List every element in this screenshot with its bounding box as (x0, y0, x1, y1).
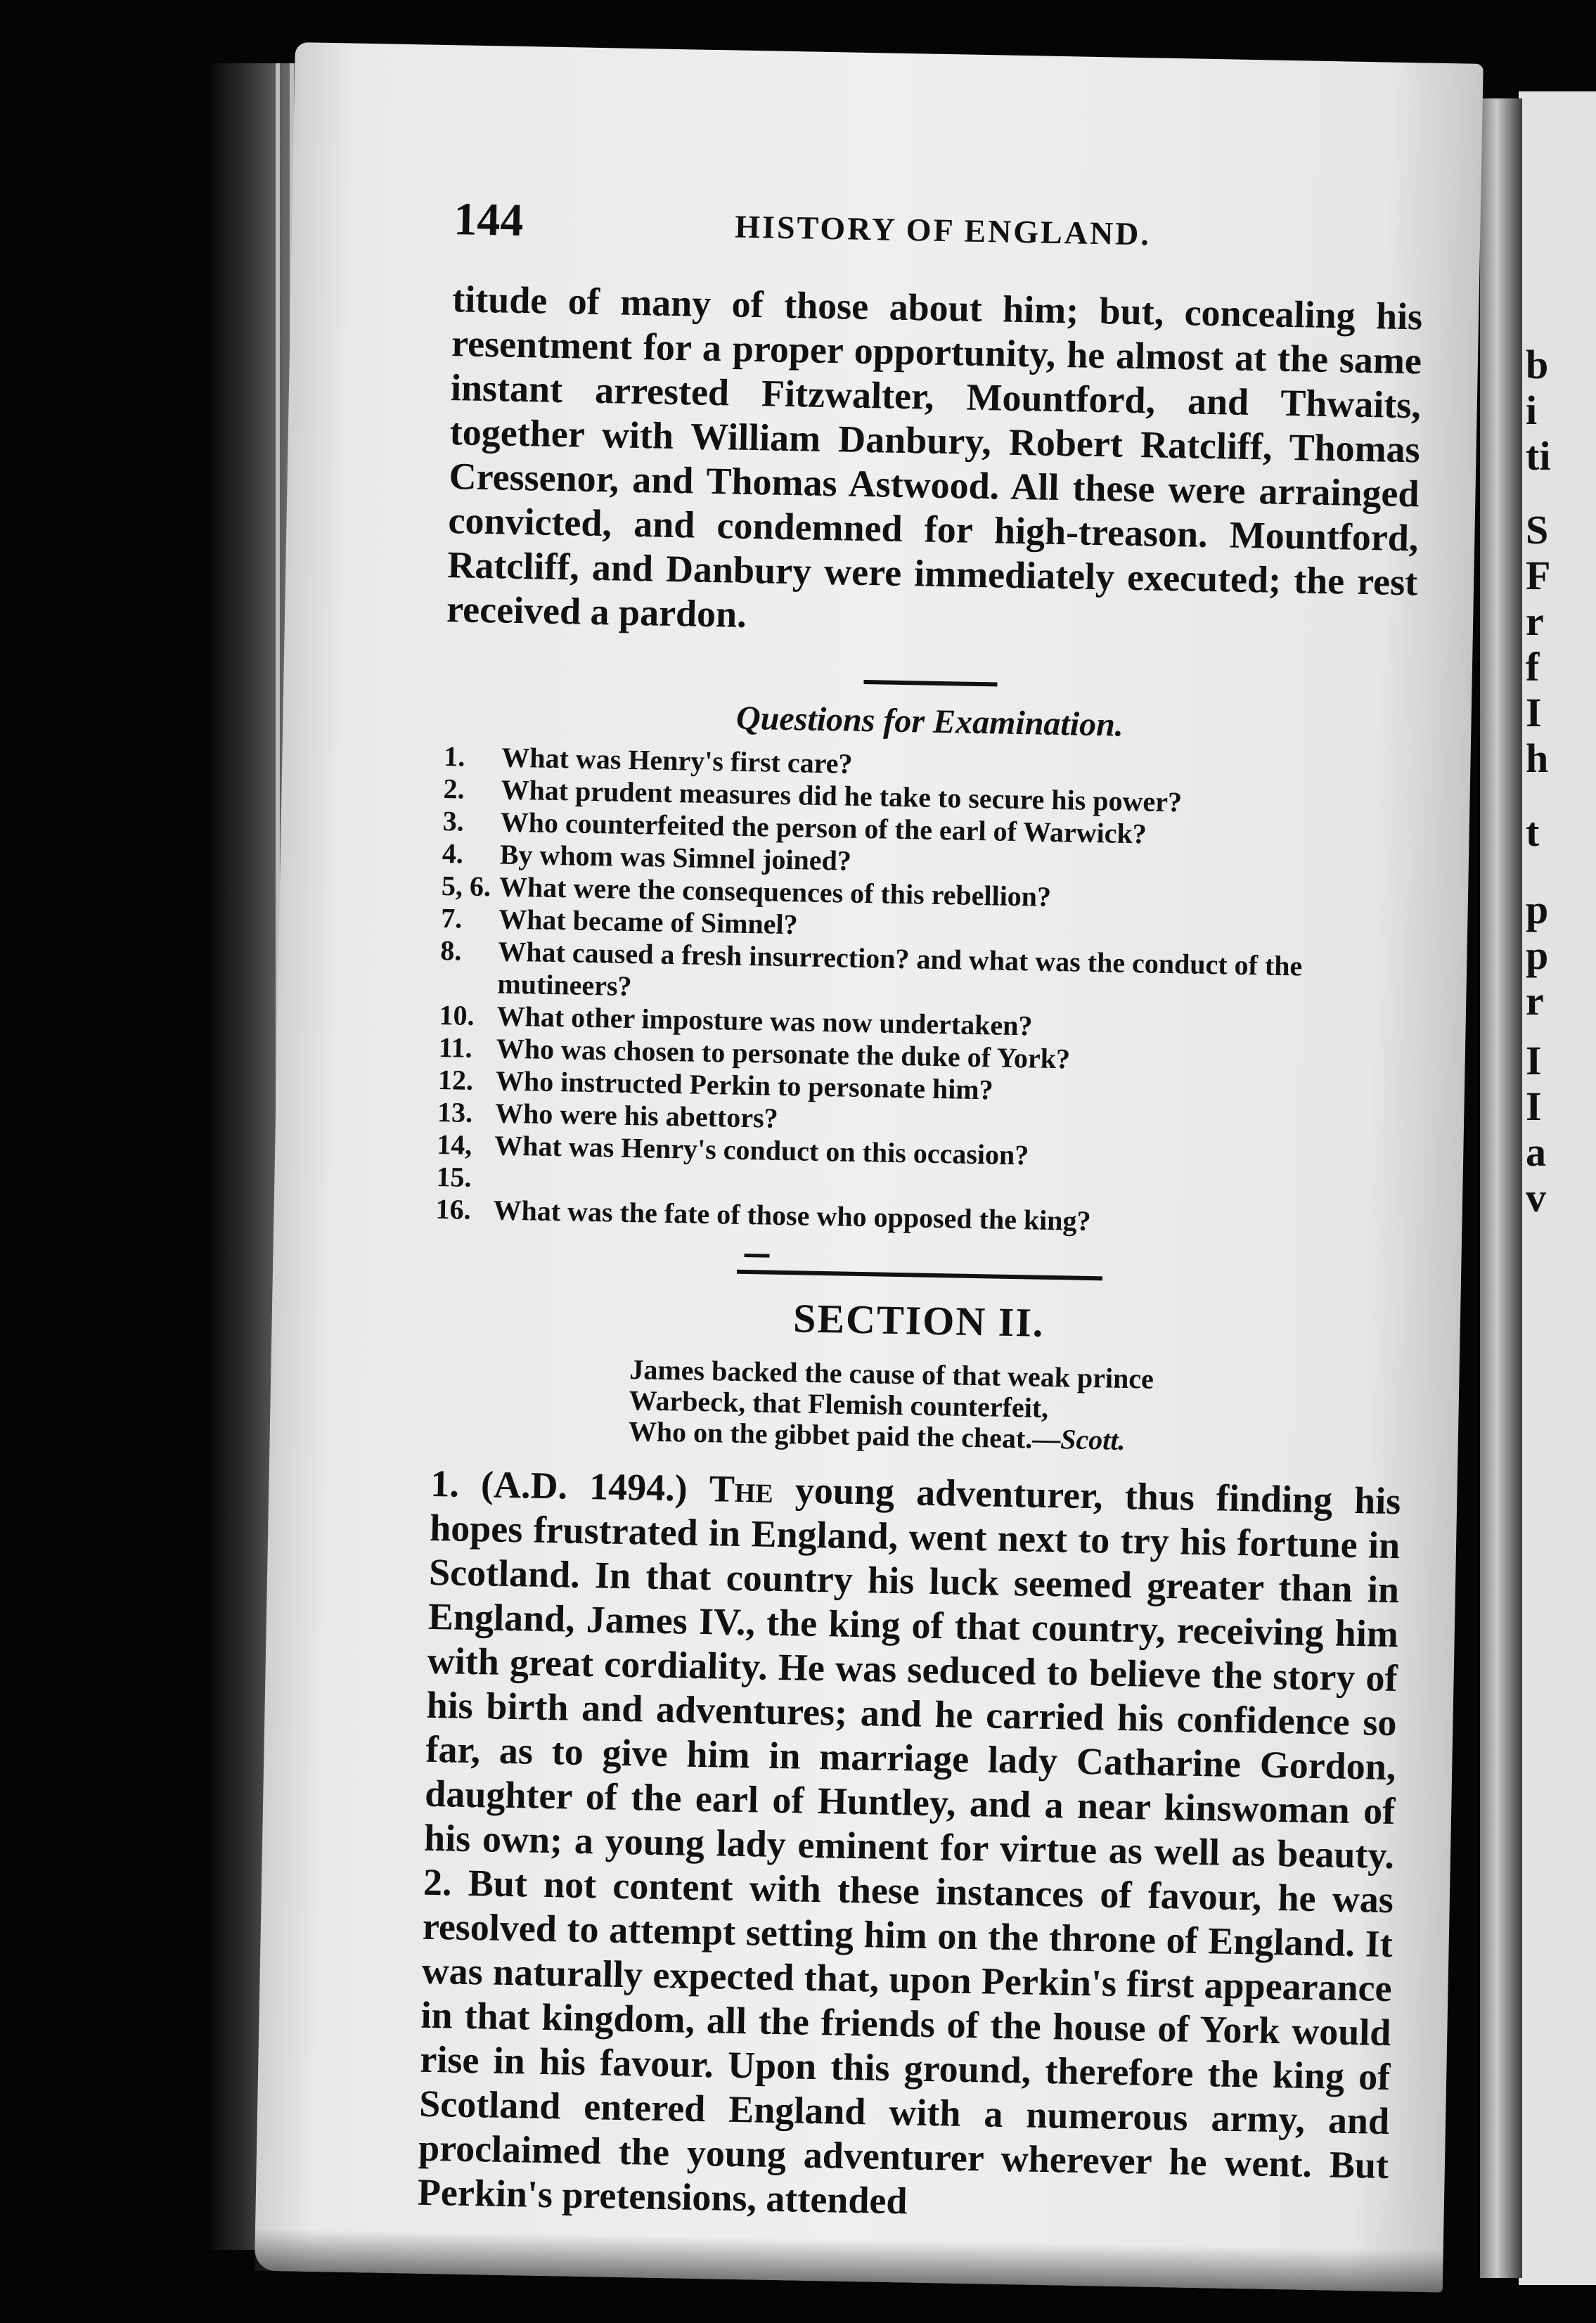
question-number: 8. (439, 934, 462, 967)
running-head: HISTORY OF ENGLAND. (734, 208, 1152, 252)
facing-page-fragment: ti (1526, 433, 1551, 479)
facing-page-fragment: p (1526, 932, 1549, 978)
question-number: 1. (444, 740, 465, 773)
page-content (417, 193, 1424, 2232)
facing-page-fragment: S (1526, 507, 1549, 553)
facing-page-fragment: v (1526, 1175, 1546, 1221)
short-dash (744, 1254, 769, 1258)
epigraph-attribution: Scott. (1060, 1423, 1126, 1456)
facing-page-fragment: h (1526, 735, 1549, 781)
facing-page-fragment: I (1526, 1083, 1542, 1129)
question-text: What was Henry's conduct on this occasion? (494, 1129, 1029, 1171)
facing-page-fragment: f (1526, 644, 1540, 690)
facing-page-edge (1519, 91, 1596, 2285)
question-text: What became of Simnel? (498, 903, 799, 941)
question-number: 7. (440, 902, 463, 934)
book-page (255, 42, 1484, 2292)
question-text: What prudent measures did he take to secure his power? (501, 773, 1183, 818)
facing-page-fragment: t (1526, 809, 1540, 855)
section-heading: SECTION II. (792, 1295, 1045, 1346)
question-number: 12. (437, 1063, 474, 1096)
question-text: What other imposture was now undertaken? (496, 1000, 1033, 1042)
facing-page-fragment: F (1526, 553, 1551, 598)
question-text: Who were his abettors? (494, 1097, 779, 1134)
facing-page-fragment: a (1526, 1129, 1546, 1175)
facing-page-fragment: r (1526, 598, 1544, 644)
question-text: Who counterfeited the person of the earl of Warwick? (500, 806, 1147, 850)
paragraph-text: young adventurer, thus finding his hopes frustrated in England, went next to try his fortune in Scotland. In that country his luck seemed greater than in England, James IV., the king of that country, receiving him with great cordiality. He was seduced to believe the story of his birth and adventures; and he carried his confidence so far, as to give him in marriage lady Catharine Gordon, daughter of the earl of Huntley, and a near kinswoman of his own; a young lady eminent for virtue as well as beauty. 2. But not content with these instances of favour, he was resolved to attempt setting him on the throne of England. It was naturally expected that, upon Perkin's first appearance in that kingdom, all the friends of the house of York would rise in his favour. Upon this ground, therefore the king of Scotland entered England with a numerous army, and proclaimed the young adventurer wherever he went. But Perkin's pretensions, attended (417, 1469, 1401, 2222)
section-paragraph (417, 1462, 1401, 2232)
page-header (453, 193, 1424, 295)
question-text: By whom was Simnel joined? (499, 838, 852, 877)
question-number: 14, 15. (436, 1128, 472, 1193)
questions-heading: Questions for Examination. (735, 699, 1124, 744)
question-text: What was Henry's first care? (501, 741, 853, 780)
divider-rule (863, 680, 997, 686)
question-number: 2. (443, 773, 465, 805)
questions-list (435, 740, 1414, 1243)
question-number: 13. (437, 1095, 473, 1128)
paragraph-label: 1. (A.D. 1494.) (430, 1462, 688, 1510)
question-text: Who was chosen to personate the duke of York? (496, 1032, 1071, 1075)
question-number: 16. (435, 1192, 472, 1225)
epigraph-line: James backed the cause of that weak prince (629, 1353, 1154, 1395)
question-number: 10. (439, 998, 475, 1031)
question-number: 11. (438, 1031, 473, 1064)
section-divider-rule (737, 1270, 1102, 1281)
question-number: 3. (442, 805, 465, 837)
facing-page-fragment: I (1526, 1038, 1542, 1083)
paragraph-lead-word: The (709, 1467, 774, 1511)
page-number: 144 (453, 193, 525, 246)
epigraph-text: Who on the gibbet paid the cheat.— (628, 1415, 1061, 1455)
question-text: Who instructed Perkin to personate him? (495, 1064, 994, 1106)
facing-page-fragment: I (1526, 690, 1542, 735)
facing-page-fragment: i (1526, 387, 1538, 433)
facing-page-fragment: p (1526, 887, 1549, 932)
epigraph-line: Warbeck, that Flemish counterfeit, (629, 1384, 1049, 1424)
page-gutter (1480, 98, 1522, 2278)
epigraph (628, 1354, 1403, 1461)
question-text: What were the consequences of this rebellion? (498, 870, 1052, 913)
question-number: 5, 6. (441, 870, 491, 903)
question-text: What was the fate of those who opposed the king? (493, 1194, 1091, 1237)
opening-paragraph: titude of many of those about him; but, concealing his resentment for a proper opportunity, he almost at the same instant arrested Fitzwalter, Mountford, and Thwaits, together with William Danbury, Robert Ratcliff, Thomas Cressenor, and Thomas Astwood. All these were arrainged convicted, and condemned for high-treason. Mountford, Ratcliff, and Danbury were immediately executed; the rest received a pardon. (446, 278, 1423, 636)
question-number: 4. (442, 837, 464, 870)
question-text: What caused a fresh insurrection? and what was the conduct of the mutineers? (497, 935, 1303, 1002)
facing-page-fragment: r (1526, 978, 1544, 1024)
facing-page-fragment: b (1526, 342, 1549, 387)
page-bottom-shadow (255, 2228, 1443, 2292)
